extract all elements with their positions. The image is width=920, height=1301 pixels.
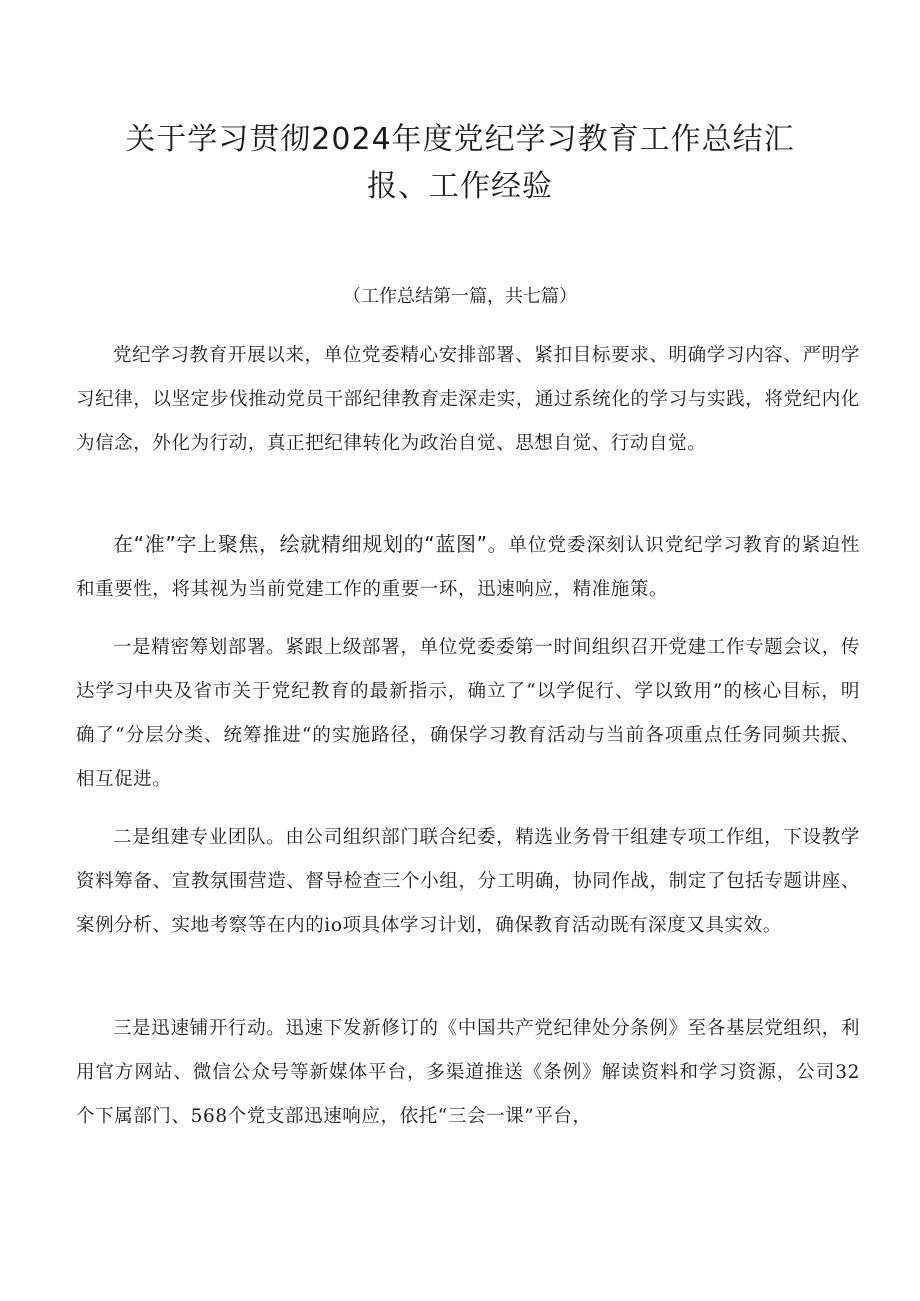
paragraph-point-two	[76, 816, 860, 948]
document-subtitle: （工作总结第一篇，共七篇）	[343, 286, 577, 307]
paragraph-text: 单位党委深刻认识党纪学习教育的紧迫性和重要性，将其视为当前党建工作的重要一环，迅速响应，精准施策。	[76, 535, 860, 600]
paragraph-text: 三是迅速铺开行动。迅速下发新修订的《中国共产党纪律处分条例》至各基层党组织，利用官方网站、微信公众号等新媒体平台，多渠道推送《条例》解读资料和学习资源，公司32个下属部门、568个党支部迅速响应，依托“三会一课”平台，	[76, 1018, 860, 1127]
paragraph-intro	[76, 334, 860, 466]
title-line-1: 关于学习贯彻2024年度党纪学习教育工作总结汇	[125, 122, 795, 157]
paragraph-text: 二是组建专业团队。由公司组织部门联合纪委，精选业务骨干组建专项工作组，下设教学资料筹备、宣教氛围营造、督导检查三个小组，分工明确，协同作战，制定了包括专题讲座、案例分析、实地考察等在内的io项具体学习计划，确保教育活动既有深度又具实效。	[76, 827, 860, 936]
paragraph-point-three	[76, 1007, 860, 1139]
paragraph-text: 党纪学习教育开展以来，单位党委精心安排部署、紧扣目标要求、明确学习内容、严明学习纪律，以坚定步伐推动党员干部纪律教育走深走实，通过系统化的学习与实践，将党纪内化为信念，外化为行动，真正把纪律转化为政治自觉、思想自觉、行动自觉。	[76, 345, 860, 454]
document-title	[60, 116, 860, 210]
paragraph-point-one	[76, 626, 860, 802]
paragraph-text: 一是精密筹划部署。紧跟上级部署，单位党委委第一时间组织召开党建工作专题会议，传达学习中央及省市关于党纪教育的最新指示，确立了“以学促行、学以致用”的核心目标，明确了“分层分类、统筹推进“的实施路径，确保学习教育活动与当前各项重点任务同频共振、相互促进。	[76, 637, 860, 790]
title-line-2: 报、工作经验	[367, 169, 553, 204]
paragraph-focus	[76, 522, 860, 612]
paragraph-lead-heading: 在“准”字上聚焦，绘就精细规划的“蓝图”。	[113, 532, 509, 556]
